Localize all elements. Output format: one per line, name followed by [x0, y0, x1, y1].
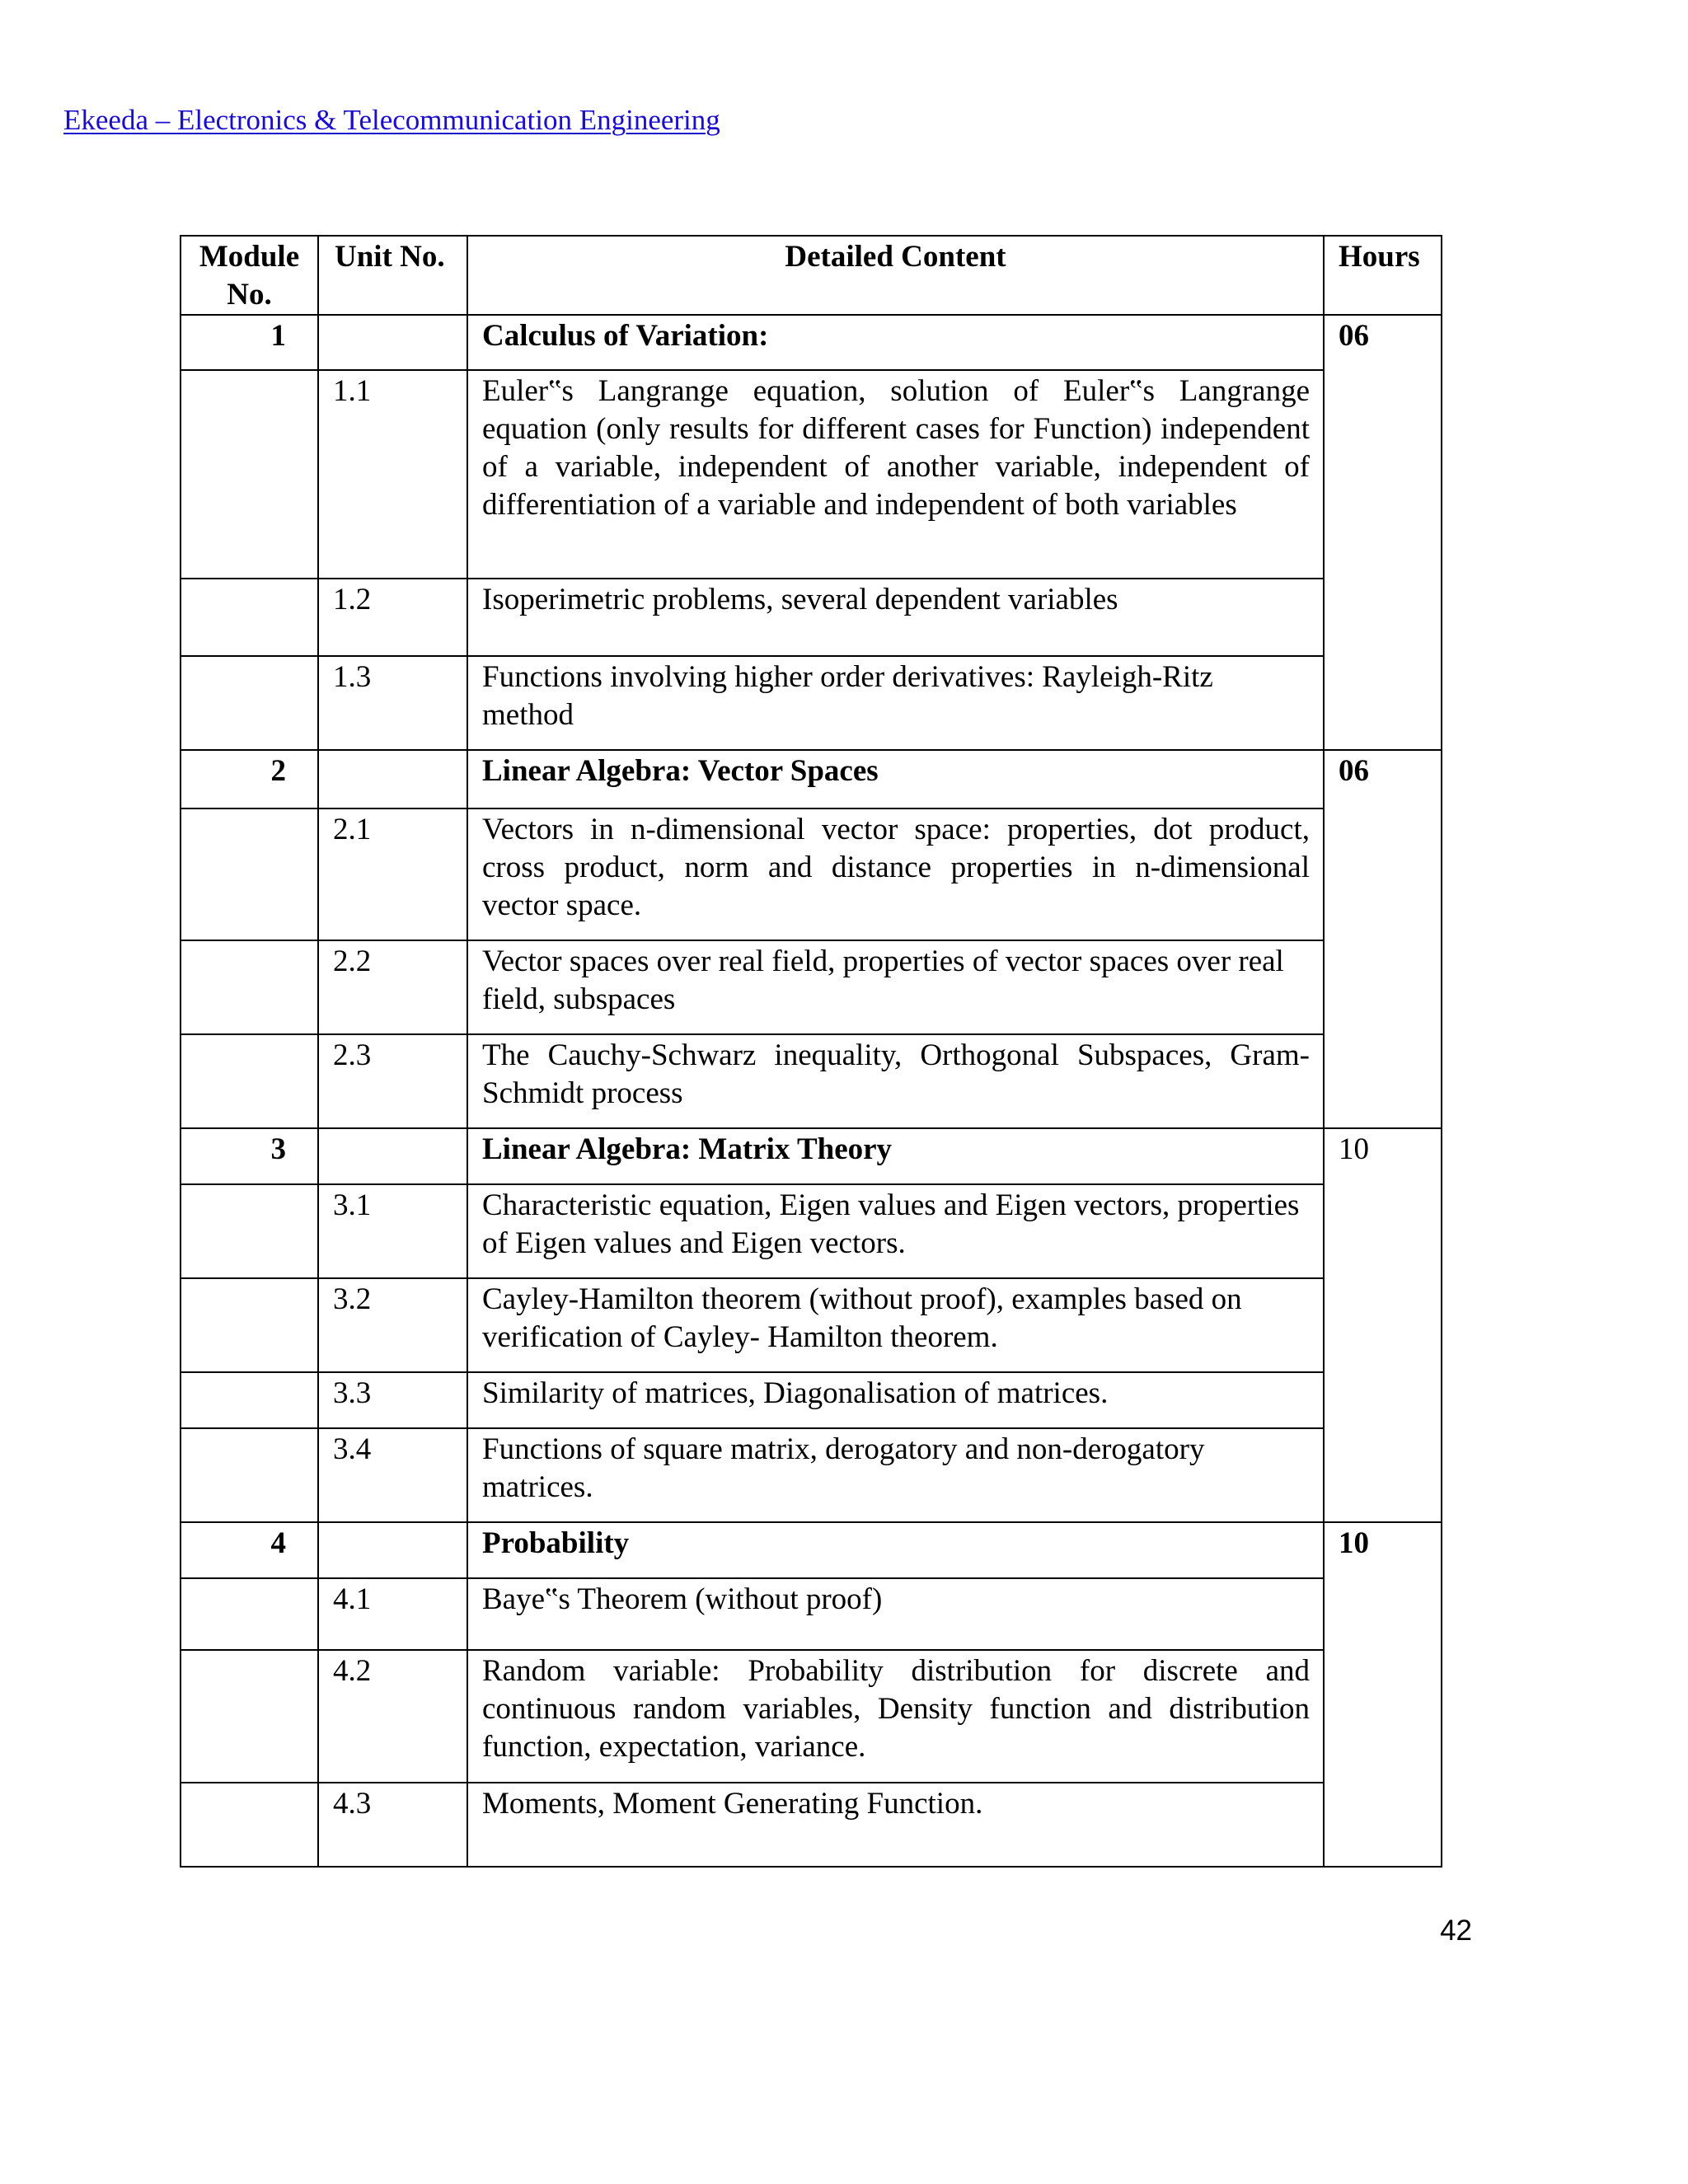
header-link[interactable]: Ekeeda – Electronics & Telecommunication Engineering [63, 104, 720, 136]
unit-content: Functions involving higher order derivatives: Rayleigh-Ritz method [467, 656, 1324, 750]
module-number-empty [181, 1034, 318, 1128]
module-number: 4 [181, 1522, 318, 1578]
header-unit-no: Unit No. [318, 236, 467, 315]
module-number: 1 [181, 315, 318, 370]
module-title: Probability [467, 1522, 1324, 1578]
unit-number-empty [318, 1522, 467, 1578]
module-hours: 10 [1324, 1522, 1442, 1867]
unit-number: 3.3 [318, 1372, 467, 1428]
unit-content: Isoperimetric problems, several dependent variables [467, 579, 1324, 656]
unit-content: Euler‟s Langrange equation, solution of Euler‟s Langrange equation (only results for different cases for Function) independent of a variable, independent of another variable, independent of differentiation of a variable and independent of both variables [467, 370, 1324, 579]
module-number-empty [181, 370, 318, 579]
unit-number: 3.1 [318, 1184, 467, 1278]
module-hours: 06 [1324, 750, 1442, 1128]
module-number-empty [181, 808, 318, 940]
unit-number: 3.4 [318, 1428, 467, 1522]
unit-content: Baye‟s Theorem (without proof) [467, 1578, 1324, 1650]
table-header-row [181, 236, 1442, 315]
module-number-empty [181, 579, 318, 656]
unit-row [181, 1034, 1442, 1128]
module-row [181, 315, 1442, 370]
unit-row [181, 1278, 1442, 1372]
unit-content: Vectors in n-dimensional vector space: properties, dot product, cross product, norm and distance properties in n-dimensional vector space. [467, 808, 1324, 940]
unit-number: 4.3 [318, 1783, 467, 1867]
module-number: 3 [181, 1128, 318, 1184]
unit-number-empty [318, 315, 467, 370]
unit-content: The Cauchy-Schwarz inequality, Orthogonal Subspaces, Gram-Schmidt process [467, 1034, 1324, 1128]
unit-content: Moments, Moment Generating Function. [467, 1783, 1324, 1867]
module-number-empty [181, 1372, 318, 1428]
unit-content: Functions of square matrix, derogatory and non-derogatory matrices. [467, 1428, 1324, 1522]
unit-row [181, 1783, 1442, 1867]
header-module-no: Module No. [181, 236, 318, 315]
module-hours: 10 [1324, 1128, 1442, 1522]
unit-content: Cayley-Hamilton theorem (without proof), examples based on verification of Cayley- Hamilton theorem. [467, 1278, 1324, 1372]
unit-row [181, 1578, 1442, 1650]
unit-row [181, 1184, 1442, 1278]
unit-number-empty [318, 1128, 467, 1184]
unit-content: Characteristic equation, Eigen values and Eigen vectors, properties of Eigen values and Eigen vectors. [467, 1184, 1324, 1278]
module-row [181, 1522, 1442, 1578]
header-detailed-content: Detailed Content [467, 236, 1324, 315]
unit-number-empty [318, 750, 467, 808]
unit-number: 2.3 [318, 1034, 467, 1128]
unit-number: 4.2 [318, 1650, 467, 1783]
unit-content: Random variable: Probability distribution for discrete and continuous random variables, Density function and distribution function, expectation, variance. [467, 1650, 1324, 1783]
module-hours: 06 [1324, 315, 1442, 750]
syllabus-table [180, 235, 1442, 1868]
module-row [181, 750, 1442, 808]
unit-number: 3.2 [318, 1278, 467, 1372]
unit-content: Similarity of matrices, Diagonalisation of matrices. [467, 1372, 1324, 1428]
module-number-empty [181, 1650, 318, 1783]
header-hours: Hours [1324, 236, 1442, 315]
unit-number: 2.1 [318, 808, 467, 940]
unit-number: 1.3 [318, 656, 467, 750]
unit-number: 1.2 [318, 579, 467, 656]
module-number-empty [181, 1278, 318, 1372]
module-number-empty [181, 1184, 318, 1278]
unit-content: Vector spaces over real field, properties of vector spaces over real field, subspaces [467, 940, 1324, 1034]
module-number-empty [181, 1578, 318, 1650]
unit-row [181, 1650, 1442, 1783]
unit-row [181, 808, 1442, 940]
module-title: Linear Algebra: Matrix Theory [467, 1128, 1324, 1184]
module-number-empty [181, 656, 318, 750]
module-title: Linear Algebra: Vector Spaces [467, 750, 1324, 808]
module-row [181, 1128, 1442, 1184]
unit-number: 4.1 [318, 1578, 467, 1650]
unit-row [181, 1428, 1442, 1522]
unit-number: 1.1 [318, 370, 467, 579]
unit-row [181, 656, 1442, 750]
page-number: 42 [1440, 1915, 1472, 1947]
module-number-empty [181, 1783, 318, 1867]
module-number: 2 [181, 750, 318, 808]
module-number-empty [181, 1428, 318, 1522]
module-title: Calculus of Variation: [467, 315, 1324, 370]
unit-row [181, 579, 1442, 656]
unit-row [181, 370, 1442, 579]
unit-row [181, 940, 1442, 1034]
unit-row [181, 1372, 1442, 1428]
module-number-empty [181, 940, 318, 1034]
unit-number: 2.2 [318, 940, 467, 1034]
